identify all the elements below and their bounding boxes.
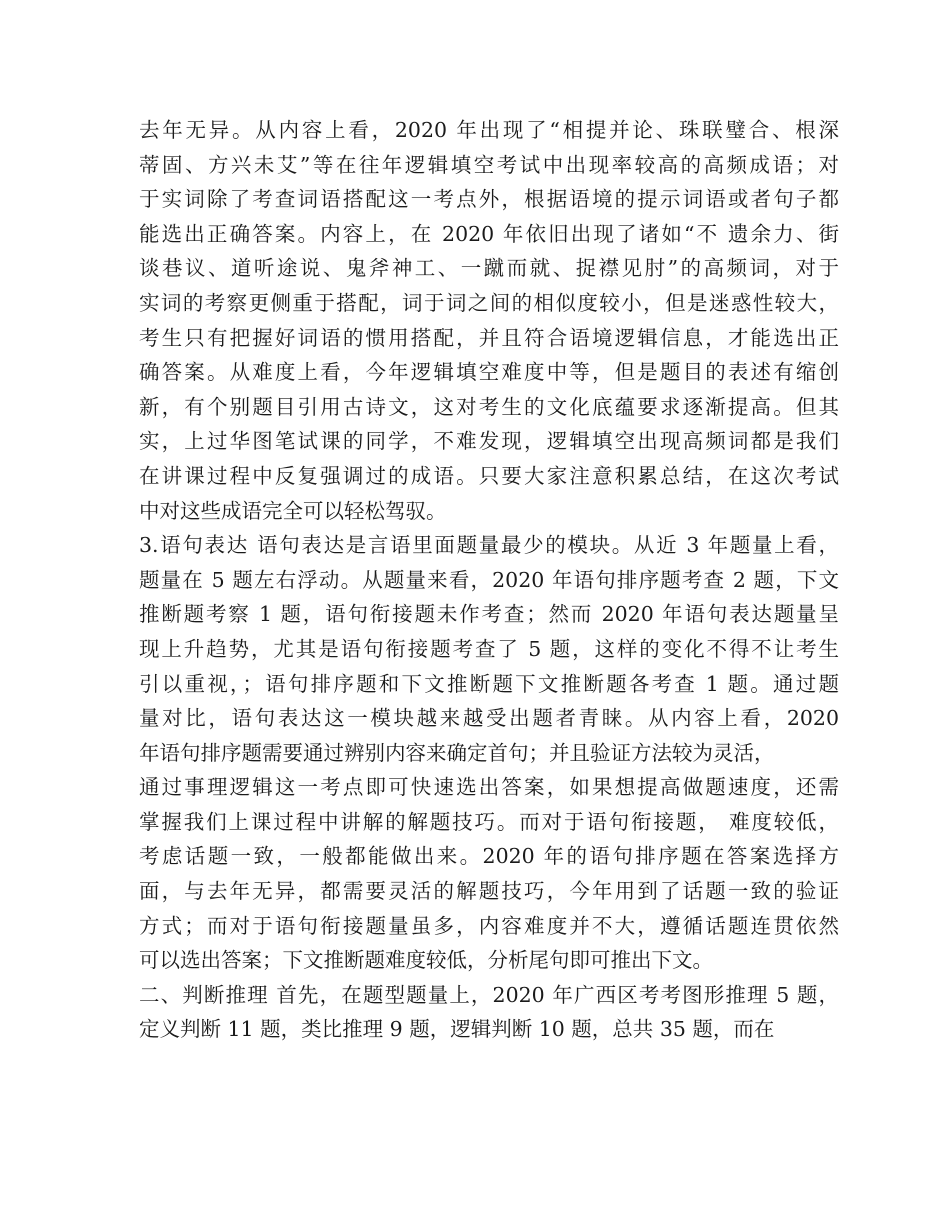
text-line: 3.语句表达 语句表达是言语里面题量最少的模块。从近 3 年题量上看， xyxy=(139,533,839,558)
text-line: 实词的考察更侧重于搭配，词于词之间的相似度较小，但是迷惑性较大， xyxy=(139,290,839,315)
text-line: 二、判断推理 首先，在题型题量上，2020 年广西区考考图形推理 5 题， xyxy=(139,982,839,1007)
text-line: 方式；而对于语句衔接题量虽多，内容难度并不大，遵循话题连贯依然 xyxy=(139,913,839,938)
text-line: 年语句排序题需要通过辨别内容来确定首句；并且验证方法较为灵活， xyxy=(139,740,775,765)
text-line: 引以重视，；语句排序题和下文推断题下文推断题各考查 1 题。通过题 xyxy=(139,671,839,696)
text-line: 中对这些成语完全可以轻松驾驭。 xyxy=(139,498,447,523)
text-line: 面，与去年无异，都需要灵活的解题技巧，今年用到了话题一致的验证 xyxy=(139,879,839,904)
text-line: 实，上过华图笔试课的同学，不难发现，逻辑填空出现高频词都是我们 xyxy=(139,429,839,454)
text-line: 在讲课过程中反复强调过的成语。只要大家注意积累总结，在这次考试 xyxy=(139,463,839,488)
text-line: 掌握我们上课过程中讲解的解题技巧。而对于语句衔接题， 难度较低， xyxy=(139,809,839,834)
text-line: 通过事理逻辑这一考点即可快速选出答案，如果想提高做题速度，还需 xyxy=(139,775,839,800)
text-line: 确答案。从难度上看，今年逻辑填空难度中等，但是题目的表述有缩创 xyxy=(139,360,839,385)
text-line: 能选出正确答案。内容上，在 2020 年依旧出现了诸如“不 遗余力、街 xyxy=(139,221,839,246)
text-line: 新，有个别题目引用古诗文，这对考生的文化底蕴要求逐渐提高。但其 xyxy=(139,394,839,419)
body-text xyxy=(139,113,839,1047)
text-line: 量对比，语句表达这一模块越来越受出题者青睐。从内容上看，2020 xyxy=(139,706,839,731)
text-line: 考生只有把握好词语的惯用搭配，并且符合语境逻辑信息，才能选出正 xyxy=(139,325,839,350)
text-line: 谈巷议、道听途说、鬼斧神工、一蹴而就、捉襟见肘”的高频词，对于 xyxy=(139,256,839,281)
text-line: 现上升趋势，尤其是语句衔接题考查了 5 题，这样的变化不得不让考生 xyxy=(139,636,839,661)
text-line: 去年无异。从内容上看，2020 年出现了“相提并论、珠联璧合、根深 xyxy=(139,118,839,142)
text-line: 定义判断 11 题，类比推理 9 题，逻辑判断 10 题，总共 35 题，而在 xyxy=(139,1017,775,1042)
text-line: 题量在 5 题左右浮动。从题量来看，2020 年语句排序题考查 2 题，下文 xyxy=(139,567,839,592)
text-line: 推断题考察 1 题，语句衔接题未作考查；然而 2020 年语句表达题量呈 xyxy=(139,602,839,627)
text-line: 考虑话题一致，一般都能做出来。2020 年的语句排序题在答案选择方 xyxy=(139,844,839,869)
text-line: 于实词除了考查词语搭配这一考点外，根据语境的提示词语或者句子都 xyxy=(139,187,839,212)
text-line: 蒂固、方兴未艾”等在往年逻辑填空考试中出现率较高的高频成语；对 xyxy=(139,152,839,177)
text-line: 可以选出答案；下文推断题难度较低，分析尾句即可推出下文。 xyxy=(139,948,713,973)
